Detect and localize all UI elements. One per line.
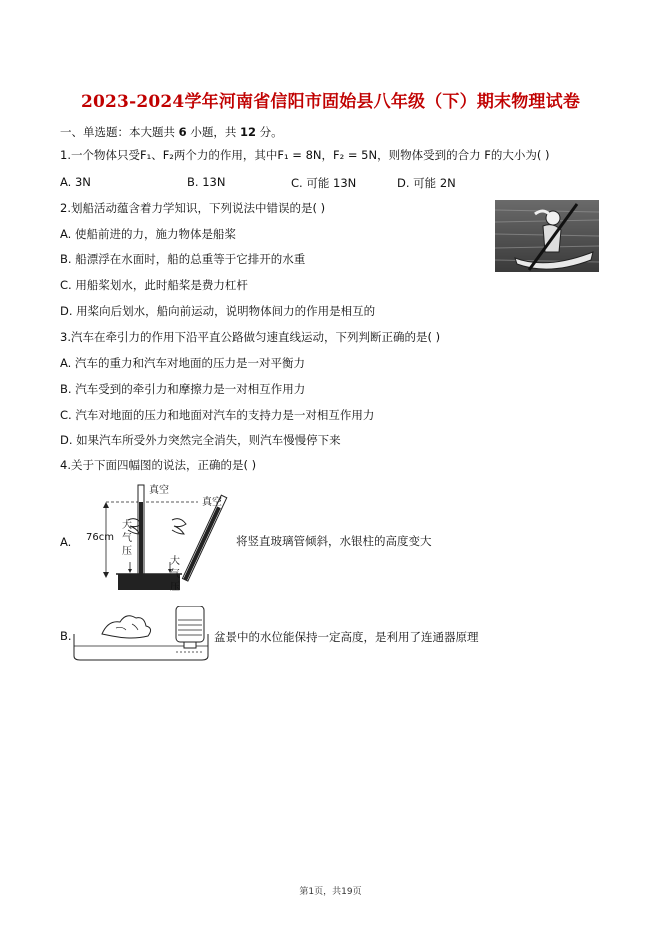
q3-option-d[interactable]: D. 如果汽车所受外力突然完全消失，则汽车慢慢停下来 xyxy=(60,433,341,447)
q4-option-b-label[interactable]: B. xyxy=(60,629,72,643)
atm-left-1: 大 xyxy=(122,520,132,531)
q1-option-c[interactable]: C. 可能 13N xyxy=(291,176,357,190)
question-2-text: 2.划船活动蕴含着力学知识，下列说法中错误的是( ) xyxy=(60,201,326,215)
bonsai-diagram xyxy=(72,606,214,662)
section-tail: 分。 xyxy=(259,125,283,139)
height-label: 76cm xyxy=(86,532,114,543)
atm-left-3: 压 xyxy=(122,546,132,557)
vacuum-label-left: 真空 xyxy=(149,485,169,496)
page-footer: 第1页，共19页 xyxy=(299,887,362,897)
q1-option-a[interactable]: A. 3N xyxy=(60,175,91,189)
q4-option-a-text: 将竖直玻璃管倾斜，水银柱的高度变大 xyxy=(236,534,432,548)
atm-left-2: 气 xyxy=(122,533,132,544)
q1-option-b[interactable]: B. 13N xyxy=(187,175,226,189)
section-score: 12 xyxy=(239,125,256,139)
atm-right-1: 大 xyxy=(170,556,180,567)
question-4-text: 4.关于下面四幅图的说法，正确的是( ) xyxy=(60,458,257,472)
q3-option-a[interactable]: A. 汽车的重力和汽车对地面的压力是一对平衡力 xyxy=(60,356,305,370)
atm-right-2: 气 xyxy=(170,569,180,580)
q2-option-c[interactable]: C. 用船桨划水，此时船桨是费力杠杆 xyxy=(60,278,248,292)
page-title: 2023-2024学年河南省信阳市固始县八年级（下）期末物理试卷 xyxy=(80,92,581,112)
q2-option-a[interactable]: A. 使船前进的力，施力物体是船桨 xyxy=(60,227,236,241)
q1-option-d[interactable]: D. 可能 2N xyxy=(397,176,456,190)
section-count: 6 xyxy=(178,125,187,139)
question-1-text: 1.一个物体只受F₁、F₂两个力的作用，其中F₁ = 8N，F₂ = 5N，则物体受到的合力 F的大小为( ) xyxy=(60,148,550,162)
section-label: 一、单选题：本大题共 xyxy=(60,125,175,139)
atm-right-3: 压 xyxy=(170,582,180,593)
q3-option-b[interactable]: B. 汽车受到的牵引力和摩擦力是一对相互作用力 xyxy=(60,382,306,396)
q2-option-d[interactable]: D. 用桨向后划水，船向前运动，说明物体间力的作用是相互的 xyxy=(60,304,376,318)
q3-option-c[interactable]: C. 汽车对地面的压力和地面对汽车的支持力是一对相互作用力 xyxy=(60,408,375,422)
torricelli-diagram xyxy=(86,480,236,598)
q4-option-a-label[interactable]: A. xyxy=(60,535,72,549)
q4-option-b-text: 盆景中的水位能保持一定高度，是利用了连通器原理 xyxy=(214,630,479,644)
q2-option-b[interactable]: B. 船漂浮在水面时，船的总重等于它排开的水重 xyxy=(60,252,306,266)
rowing-photo xyxy=(495,200,599,272)
section-header xyxy=(60,124,283,140)
section-mid: 小题，共 xyxy=(190,125,237,139)
question-3-text: 3.汽车在牵引力的作用下沿平直公路做匀速直线运动，下列判断正确的是( ) xyxy=(60,330,441,344)
vacuum-label-right: 真空 xyxy=(202,497,222,508)
